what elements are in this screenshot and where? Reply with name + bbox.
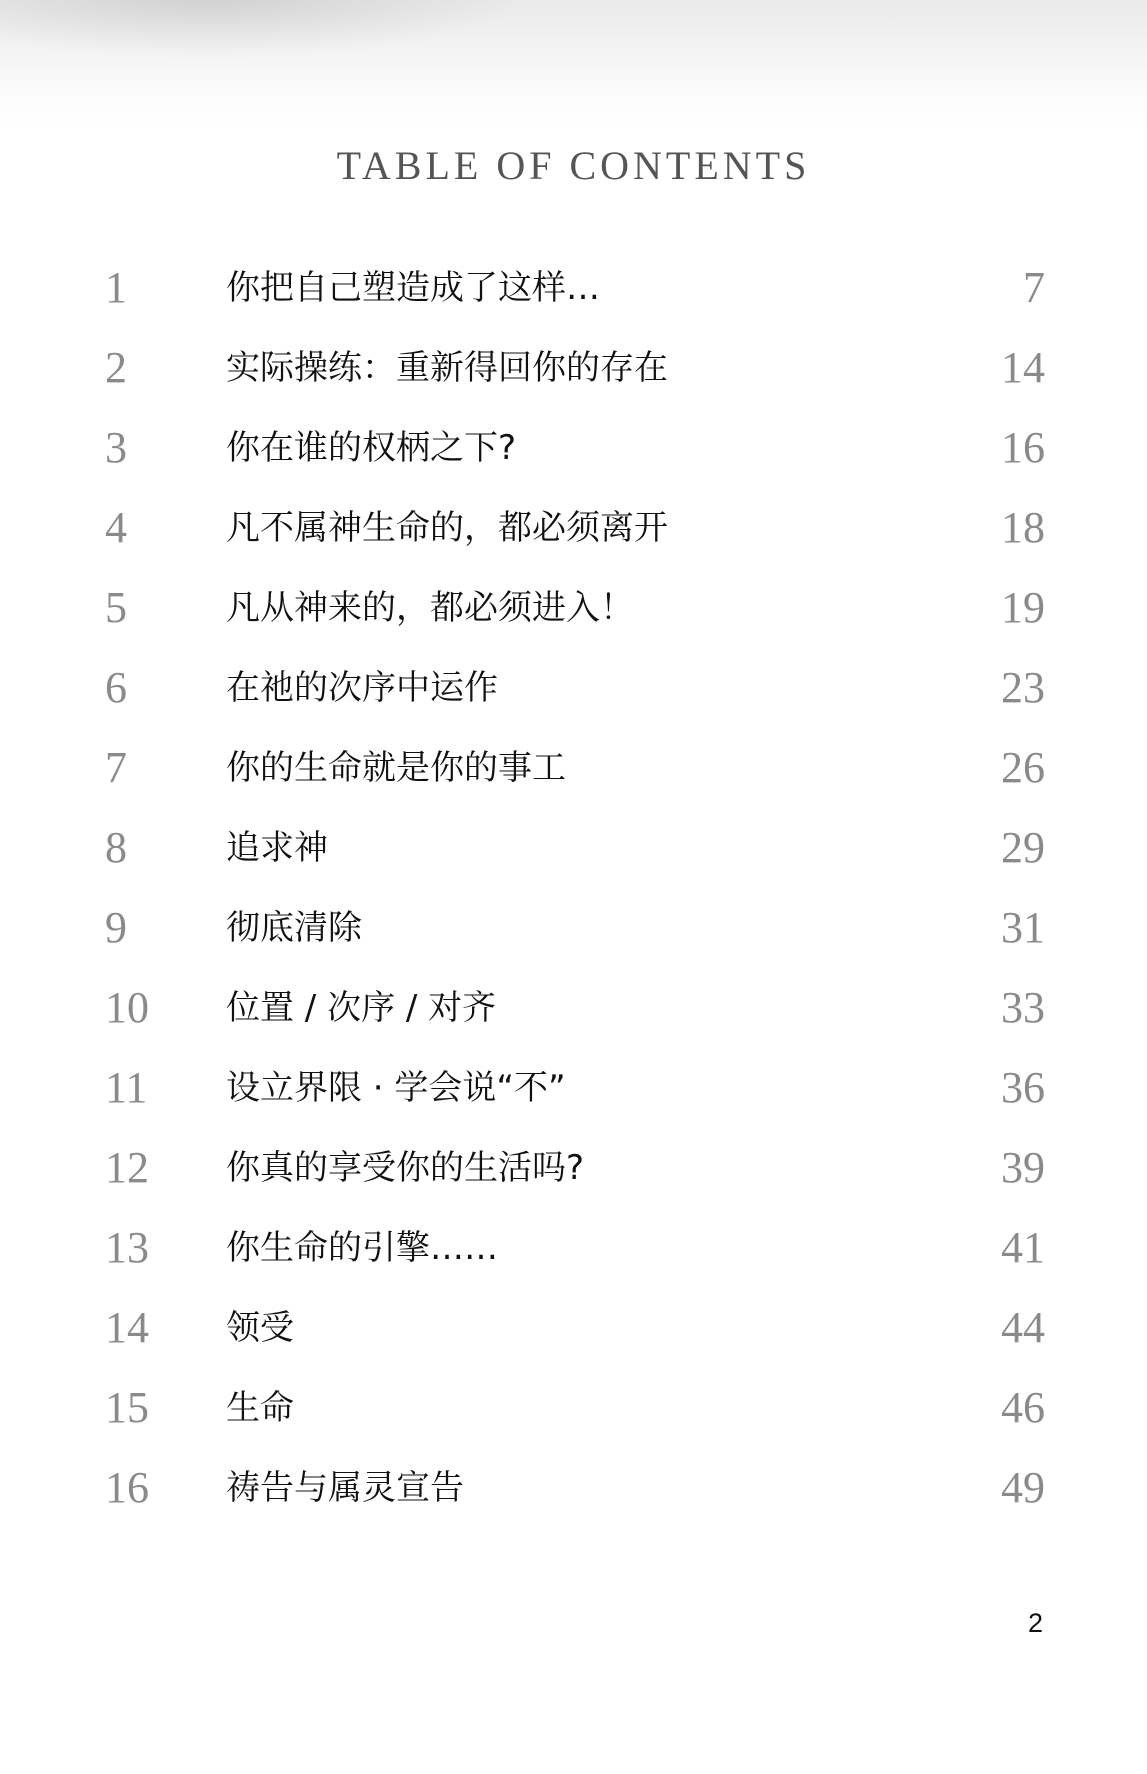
chapter-page: 33	[1001, 983, 1045, 1032]
toc-entry-13[interactable]	[0, 1218, 1147, 1278]
chapter-page: 46	[1001, 1383, 1045, 1432]
toc-entry-6[interactable]	[0, 658, 1147, 718]
chapter-title: 生命	[226, 1388, 294, 1428]
chapter-title: 领受	[226, 1308, 294, 1348]
chapter-page: 36	[1001, 1063, 1045, 1112]
chapter-page: 18	[1001, 503, 1045, 552]
toc-entry-11[interactable]	[0, 1058, 1147, 1118]
chapter-page: 26	[1001, 743, 1045, 792]
toc-entry-2[interactable]	[0, 338, 1147, 398]
chapter-title: 彻底清除	[226, 908, 362, 948]
chapter-page: 41	[1001, 1223, 1045, 1272]
chapter-title: 追求神	[226, 828, 328, 868]
chapter-page: 49	[1001, 1463, 1045, 1512]
chapter-page: 19	[1001, 583, 1045, 632]
chapter-title: 位置 / 次序 / 对齐	[226, 988, 497, 1028]
toc-entry-1[interactable]	[0, 258, 1147, 318]
toc-entry-16[interactable]	[0, 1458, 1147, 1518]
toc-entry-3[interactable]	[0, 418, 1147, 478]
chapter-page: 31	[1001, 903, 1045, 952]
toc-entry-9[interactable]	[0, 898, 1147, 958]
chapter-number: 12	[105, 1143, 149, 1192]
chapter-number: 1	[105, 263, 127, 312]
chapter-title: 你的生命就是你的事工	[226, 748, 566, 788]
chapter-page: 44	[1001, 1303, 1045, 1352]
toc-entry-7[interactable]	[0, 738, 1147, 798]
chapter-title: 祷告与属灵宣告	[226, 1468, 464, 1508]
toc-entry-8[interactable]	[0, 818, 1147, 878]
chapter-number: 10	[105, 983, 149, 1032]
toc-entry-5[interactable]	[0, 578, 1147, 638]
chapter-page: 16	[1001, 423, 1045, 472]
chapter-page: 23	[1001, 663, 1045, 712]
chapter-page: 14	[1001, 343, 1045, 392]
chapter-number: 11	[105, 1063, 148, 1112]
chapter-number: 8	[105, 823, 127, 872]
toc-entry-12[interactable]	[0, 1138, 1147, 1198]
chapter-number: 5	[105, 583, 127, 632]
top-shadow-soft	[0, 0, 520, 60]
chapter-title: 凡不属神生命的，都必须离开	[226, 508, 668, 548]
chapter-number: 3	[105, 423, 127, 472]
chapter-page: 29	[1001, 823, 1045, 872]
chapter-number: 9	[105, 903, 127, 952]
chapter-title: 设立界限 · 学会说“不”	[226, 1068, 566, 1108]
page-title: TABLE OF CONTENTS	[336, 143, 811, 188]
chapter-page: 7	[1023, 263, 1045, 312]
toc-entry-10[interactable]	[0, 978, 1147, 1038]
chapter-title: 你生命的引擎……	[226, 1228, 498, 1268]
toc-entry-4[interactable]	[0, 498, 1147, 558]
page-number: 2	[1027, 1608, 1043, 1638]
chapter-title: 你在谁的权柄之下?	[226, 428, 517, 468]
chapter-page: 39	[1001, 1143, 1045, 1192]
toc-entry-14[interactable]	[0, 1298, 1147, 1358]
chapter-number: 2	[105, 343, 127, 392]
chapter-number: 14	[105, 1303, 149, 1352]
chapter-number: 6	[105, 663, 127, 712]
chapter-number: 7	[105, 743, 127, 792]
chapter-title: 凡从神来的，都必须进入！	[226, 588, 634, 628]
chapter-number: 13	[105, 1223, 149, 1272]
chapter-number: 15	[105, 1383, 149, 1432]
chapter-title: 你把自己塑造成了这样…	[226, 268, 600, 308]
chapter-number: 4	[105, 503, 127, 552]
chapter-title: 在祂的次序中运作	[226, 668, 498, 708]
chapter-number: 16	[105, 1463, 149, 1512]
chapter-title: 你真的享受你的生活吗?	[226, 1148, 585, 1188]
toc-entry-15[interactable]	[0, 1378, 1147, 1438]
chapter-title: 实际操练：重新得回你的存在	[226, 348, 668, 388]
